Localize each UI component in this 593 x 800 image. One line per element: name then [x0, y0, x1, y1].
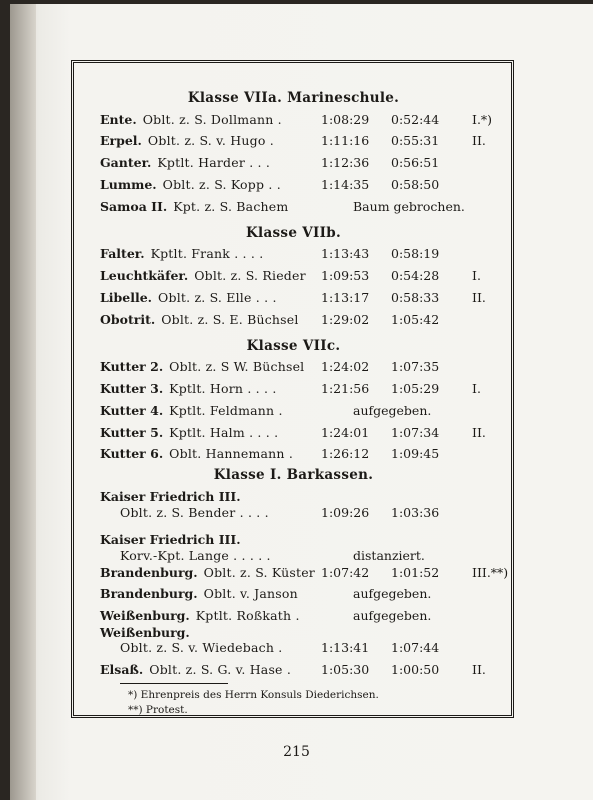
boat-name: Samoa II. — [100, 199, 168, 214]
elapsed-time: 1:08:29 — [321, 112, 370, 127]
result-row — [100, 565, 510, 583]
footnote-rule — [120, 683, 228, 684]
result-row — [100, 112, 510, 130]
boat-name: Obotrit. — [100, 312, 156, 327]
skipper-name: Oblt. z. S. Dollmann . — [142, 112, 282, 127]
elapsed-time: 1:13:41 — [321, 640, 370, 655]
placing: I.*) — [472, 112, 493, 127]
result-row — [100, 133, 510, 151]
corrected-time: 0:58:19 — [391, 246, 440, 261]
boat-name: Weißenburg. — [100, 625, 190, 640]
boat-name: Brandenburg. — [100, 565, 198, 580]
skipper-name: Oblt. Hannemann . — [169, 446, 293, 461]
boat-name: Kaiser Friedrich III. — [100, 532, 241, 547]
skipper-name: Oblt. z. S. G. v. Hase . — [149, 662, 292, 677]
skipper-name: Oblt. z. S. Kopp . . — [162, 177, 281, 192]
skipper-name: Kptlt. Harder . . . — [157, 155, 271, 170]
placing: II. — [472, 662, 486, 677]
skipper-name: Oblt. z. S. Elle . . . — [158, 290, 277, 305]
elapsed-time: 1:26:12 — [321, 446, 370, 461]
corrected-time: 1:01:52 — [391, 565, 440, 580]
boat-name: Kutter 3. — [100, 381, 164, 396]
corrected-time: 0:58:50 — [391, 177, 440, 192]
boat-name: Lumme. — [100, 177, 157, 192]
placing: II. — [472, 290, 486, 305]
elapsed-time: 1:12:36 — [321, 155, 370, 170]
elapsed-time: 1:24:02 — [321, 359, 370, 374]
boat-name: Kutter 5. — [100, 425, 164, 440]
book-spine-shadow — [10, 4, 36, 800]
boat-name: Ente. — [100, 112, 137, 127]
corrected-time: 1:07:35 — [391, 359, 440, 374]
elapsed-time: 1:13:43 — [321, 246, 370, 261]
corrected-time: 1:09:45 — [391, 446, 440, 461]
placing: III.**) — [472, 565, 509, 580]
result-row — [100, 586, 510, 604]
result-row — [100, 425, 510, 443]
boat-name: Elsaß. — [100, 662, 144, 677]
footnote-2: **) Protest. — [128, 704, 188, 716]
placing: II. — [472, 425, 486, 440]
result-note: aufgegeben. — [353, 608, 432, 623]
elapsed-time: 1:07:42 — [321, 565, 370, 580]
boat-name: Kaiser Friedrich III. — [100, 489, 241, 504]
boat-name: Libelle. — [100, 290, 153, 305]
skipper-name: Oblt. z. S. v. Wiedebach . — [120, 640, 283, 655]
corrected-time: 0:58:33 — [391, 290, 440, 305]
boat-name: Kutter 2. — [100, 359, 164, 374]
boat-name: Erpel. — [100, 133, 142, 148]
corrected-time: 1:05:29 — [391, 381, 440, 396]
elapsed-time: 1:11:16 — [321, 133, 370, 148]
skipper-name: Oblt. z. S. E. Büchsel — [161, 312, 299, 327]
result-note: distanziert. — [353, 548, 425, 563]
boat-name: Ganter. — [100, 155, 152, 170]
result-row — [100, 381, 510, 399]
result-row — [100, 608, 510, 626]
result-row — [100, 446, 510, 464]
boat-name: Kutter 4. — [100, 403, 164, 418]
skipper-name: Korv.-Kpt. Lange . . . . . — [120, 548, 271, 563]
result-note: Baum gebrochen. — [353, 199, 465, 214]
boat-name: Weißenburg. — [100, 608, 190, 623]
result-note: aufgegeben. — [353, 403, 432, 418]
placing: I. — [472, 268, 481, 283]
skipper-name: Kpt. z. S. Bachem — [173, 199, 289, 214]
corrected-time: 0:54:28 — [391, 268, 440, 283]
corrected-time: 0:52:44 — [391, 112, 440, 127]
result-row — [100, 290, 510, 308]
section-title: Klasse VIIb. — [246, 225, 341, 241]
skipper-name: Oblt. z. S W. Büchsel — [169, 359, 305, 374]
boat-name: Brandenburg. — [100, 586, 198, 601]
elapsed-time: 1:21:56 — [321, 381, 370, 396]
page-number: 215 — [283, 744, 310, 760]
skipper-name: Oblt. z. S. Bender . . . . — [120, 505, 269, 520]
result-row — [100, 662, 510, 680]
footnote-1: *) Ehrenpreis des Herrn Konsuls Diederichsen. — [128, 689, 379, 701]
elapsed-time: 1:29:02 — [321, 312, 370, 327]
result-row — [100, 359, 510, 377]
skipper-name: Kptlt. Feldmann . — [169, 403, 283, 418]
result-row — [100, 155, 510, 173]
elapsed-time: 1:24:01 — [321, 425, 370, 440]
result-row — [100, 246, 510, 264]
elapsed-time: 1:09:53 — [321, 268, 370, 283]
result-row — [100, 312, 510, 330]
result-row — [120, 640, 530, 658]
result-note: aufgegeben. — [353, 586, 432, 601]
skipper-name: Kptlt. Horn . . . . — [169, 381, 277, 396]
placing: I. — [472, 381, 481, 396]
skipper-name: Kptlt. Frank . . . . — [150, 246, 264, 261]
section-title: Klasse VIIa. Marineschule. — [187, 90, 400, 106]
skipper-name: Oblt. z. S. Rieder — [194, 268, 306, 283]
skipper-name: Oblt. z. S. v. Hugo . — [147, 133, 274, 148]
elapsed-time: 1:14:35 — [321, 177, 370, 192]
elapsed-time: 1:13:17 — [321, 290, 370, 305]
corrected-time: 1:05:42 — [391, 312, 440, 327]
result-row — [100, 199, 510, 217]
corrected-time: 1:03:36 — [391, 505, 440, 520]
placing: II. — [472, 133, 486, 148]
skipper-name: Kptlt. Halm . . . . — [169, 425, 279, 440]
section-title: Klasse VIIc. — [246, 338, 341, 354]
corrected-time: 0:55:31 — [391, 133, 440, 148]
corrected-time: 0:56:51 — [391, 155, 440, 170]
corrected-time: 1:07:34 — [391, 425, 440, 440]
boat-name: Kutter 6. — [100, 446, 164, 461]
skipper-name: Oblt. z. S. Küster — [203, 565, 315, 580]
result-row — [120, 505, 530, 523]
boat-name: Falter. — [100, 246, 145, 261]
result-row — [100, 403, 510, 421]
boat-name: Leuchtkäfer. — [100, 268, 189, 283]
elapsed-time: 1:09:26 — [321, 505, 370, 520]
skipper-name: Oblt. v. Janson — [203, 586, 298, 601]
corrected-time: 1:00:50 — [391, 662, 440, 677]
result-row — [100, 268, 510, 286]
elapsed-time: 1:05:30 — [321, 662, 370, 677]
result-row — [100, 177, 510, 195]
skipper-name: Kptlt. Roßkath . — [195, 608, 300, 623]
section-title: Klasse I. Barkassen. — [213, 467, 374, 483]
corrected-time: 1:07:44 — [391, 640, 440, 655]
result-row — [120, 548, 530, 566]
